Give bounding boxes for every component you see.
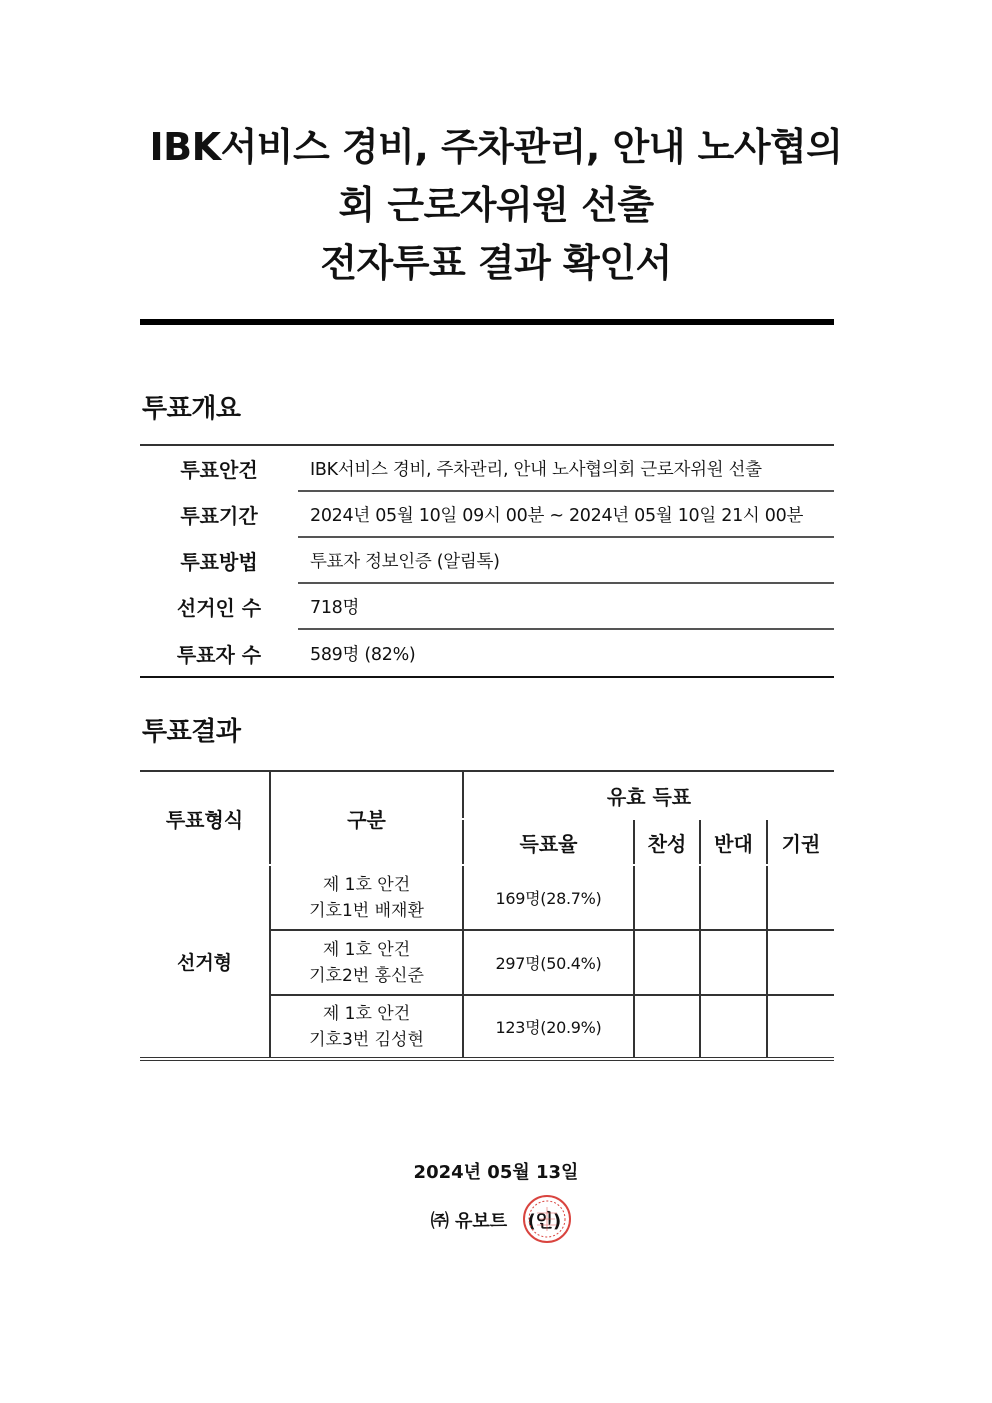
- header-valid-votes: 유효 득표: [463, 771, 834, 819]
- overview-row: [140, 445, 834, 491]
- company-signature: [0, 1207, 992, 1233]
- overview-row: [140, 583, 834, 629]
- for-value: [634, 930, 700, 995]
- vote-rate-value: 169명(28.7%): [463, 865, 634, 930]
- table-row: [140, 865, 834, 930]
- overview-row: [140, 537, 834, 583]
- overview-row: [140, 491, 834, 537]
- header-for: 찬성: [634, 819, 700, 865]
- title-divider: [140, 319, 834, 325]
- candidate-name: 기호3번 김성현: [309, 1029, 424, 1050]
- agenda-label: 제 1호 안건: [322, 874, 411, 895]
- overview-label: 투표기간: [140, 491, 298, 537]
- candidate-name: 기호1번 배재환: [309, 900, 424, 921]
- seal-area: [527, 1207, 561, 1233]
- company-seal-icon: [521, 1193, 573, 1245]
- results-table: [140, 770, 834, 1061]
- results-header-row: [140, 771, 834, 819]
- against-value: [700, 995, 767, 1059]
- seal-label: (인): [527, 1211, 562, 1232]
- company-name: ㈜ 유보트: [430, 1211, 508, 1232]
- abstain-value: [767, 995, 834, 1059]
- title-line-3: 전자투표 결과 확인서: [320, 241, 672, 285]
- overview-table: [140, 444, 834, 678]
- results-heading: 투표결과: [142, 717, 241, 747]
- agenda-label: 제 1호 안건: [322, 939, 411, 960]
- candidate-name: 기호2번 홍신준: [309, 965, 424, 986]
- seal-marks: [537, 1207, 557, 1231]
- vote-type-value: 선거형: [176, 952, 233, 974]
- overview-label: 투표자 수: [176, 642, 262, 667]
- header-against: 반대: [700, 819, 767, 865]
- overview-row: [140, 629, 834, 677]
- against-value: [700, 930, 767, 995]
- for-value: [634, 995, 700, 1059]
- title-line-1: IBK서비스 경비, 주차관리, 안내 노사협의: [149, 125, 843, 169]
- header-vote-type: 투표형식: [140, 771, 270, 865]
- vote-rate-value: 123명(20.9%): [463, 995, 634, 1059]
- vote-rate-value: 297명(50.4%): [463, 930, 634, 995]
- candidate-cell: [270, 930, 463, 995]
- abstain-value: [767, 930, 834, 995]
- issue-date: 2024년 05월 13일: [413, 1162, 579, 1183]
- overview-value: 투표자 정보인증 (알림톡): [298, 537, 834, 583]
- overview-value: 2024년 05월 10일 09시 00분 ~ 2024년 05월 10일 21시 00분: [298, 491, 834, 537]
- abstain-value: [767, 865, 834, 930]
- overview-label: 선거인 수: [140, 583, 298, 629]
- header-vote-rate: 득표율: [463, 819, 634, 865]
- header-category: 구분: [270, 771, 463, 865]
- overview-value: IBK서비스 경비, 주차관리, 안내 노사협의회 근로자위원 선출: [298, 445, 834, 491]
- overview-label: 투표방법: [140, 537, 298, 583]
- candidate-cell: [270, 995, 463, 1059]
- against-value: [700, 865, 767, 930]
- candidate-cell: [270, 865, 463, 930]
- overview-value: 718명: [298, 583, 834, 629]
- for-value: [634, 865, 700, 930]
- header-abstain: 기권: [767, 819, 834, 865]
- overview-heading: 투표개요: [142, 394, 241, 424]
- overview-value: 589명 (82%): [310, 644, 416, 665]
- agenda-label: 제 1호 안건: [322, 1003, 411, 1024]
- document-title: [100, 118, 892, 292]
- overview-label: 투표안건: [140, 445, 298, 491]
- title-line-2: 회 근로자위원 선출: [338, 183, 654, 227]
